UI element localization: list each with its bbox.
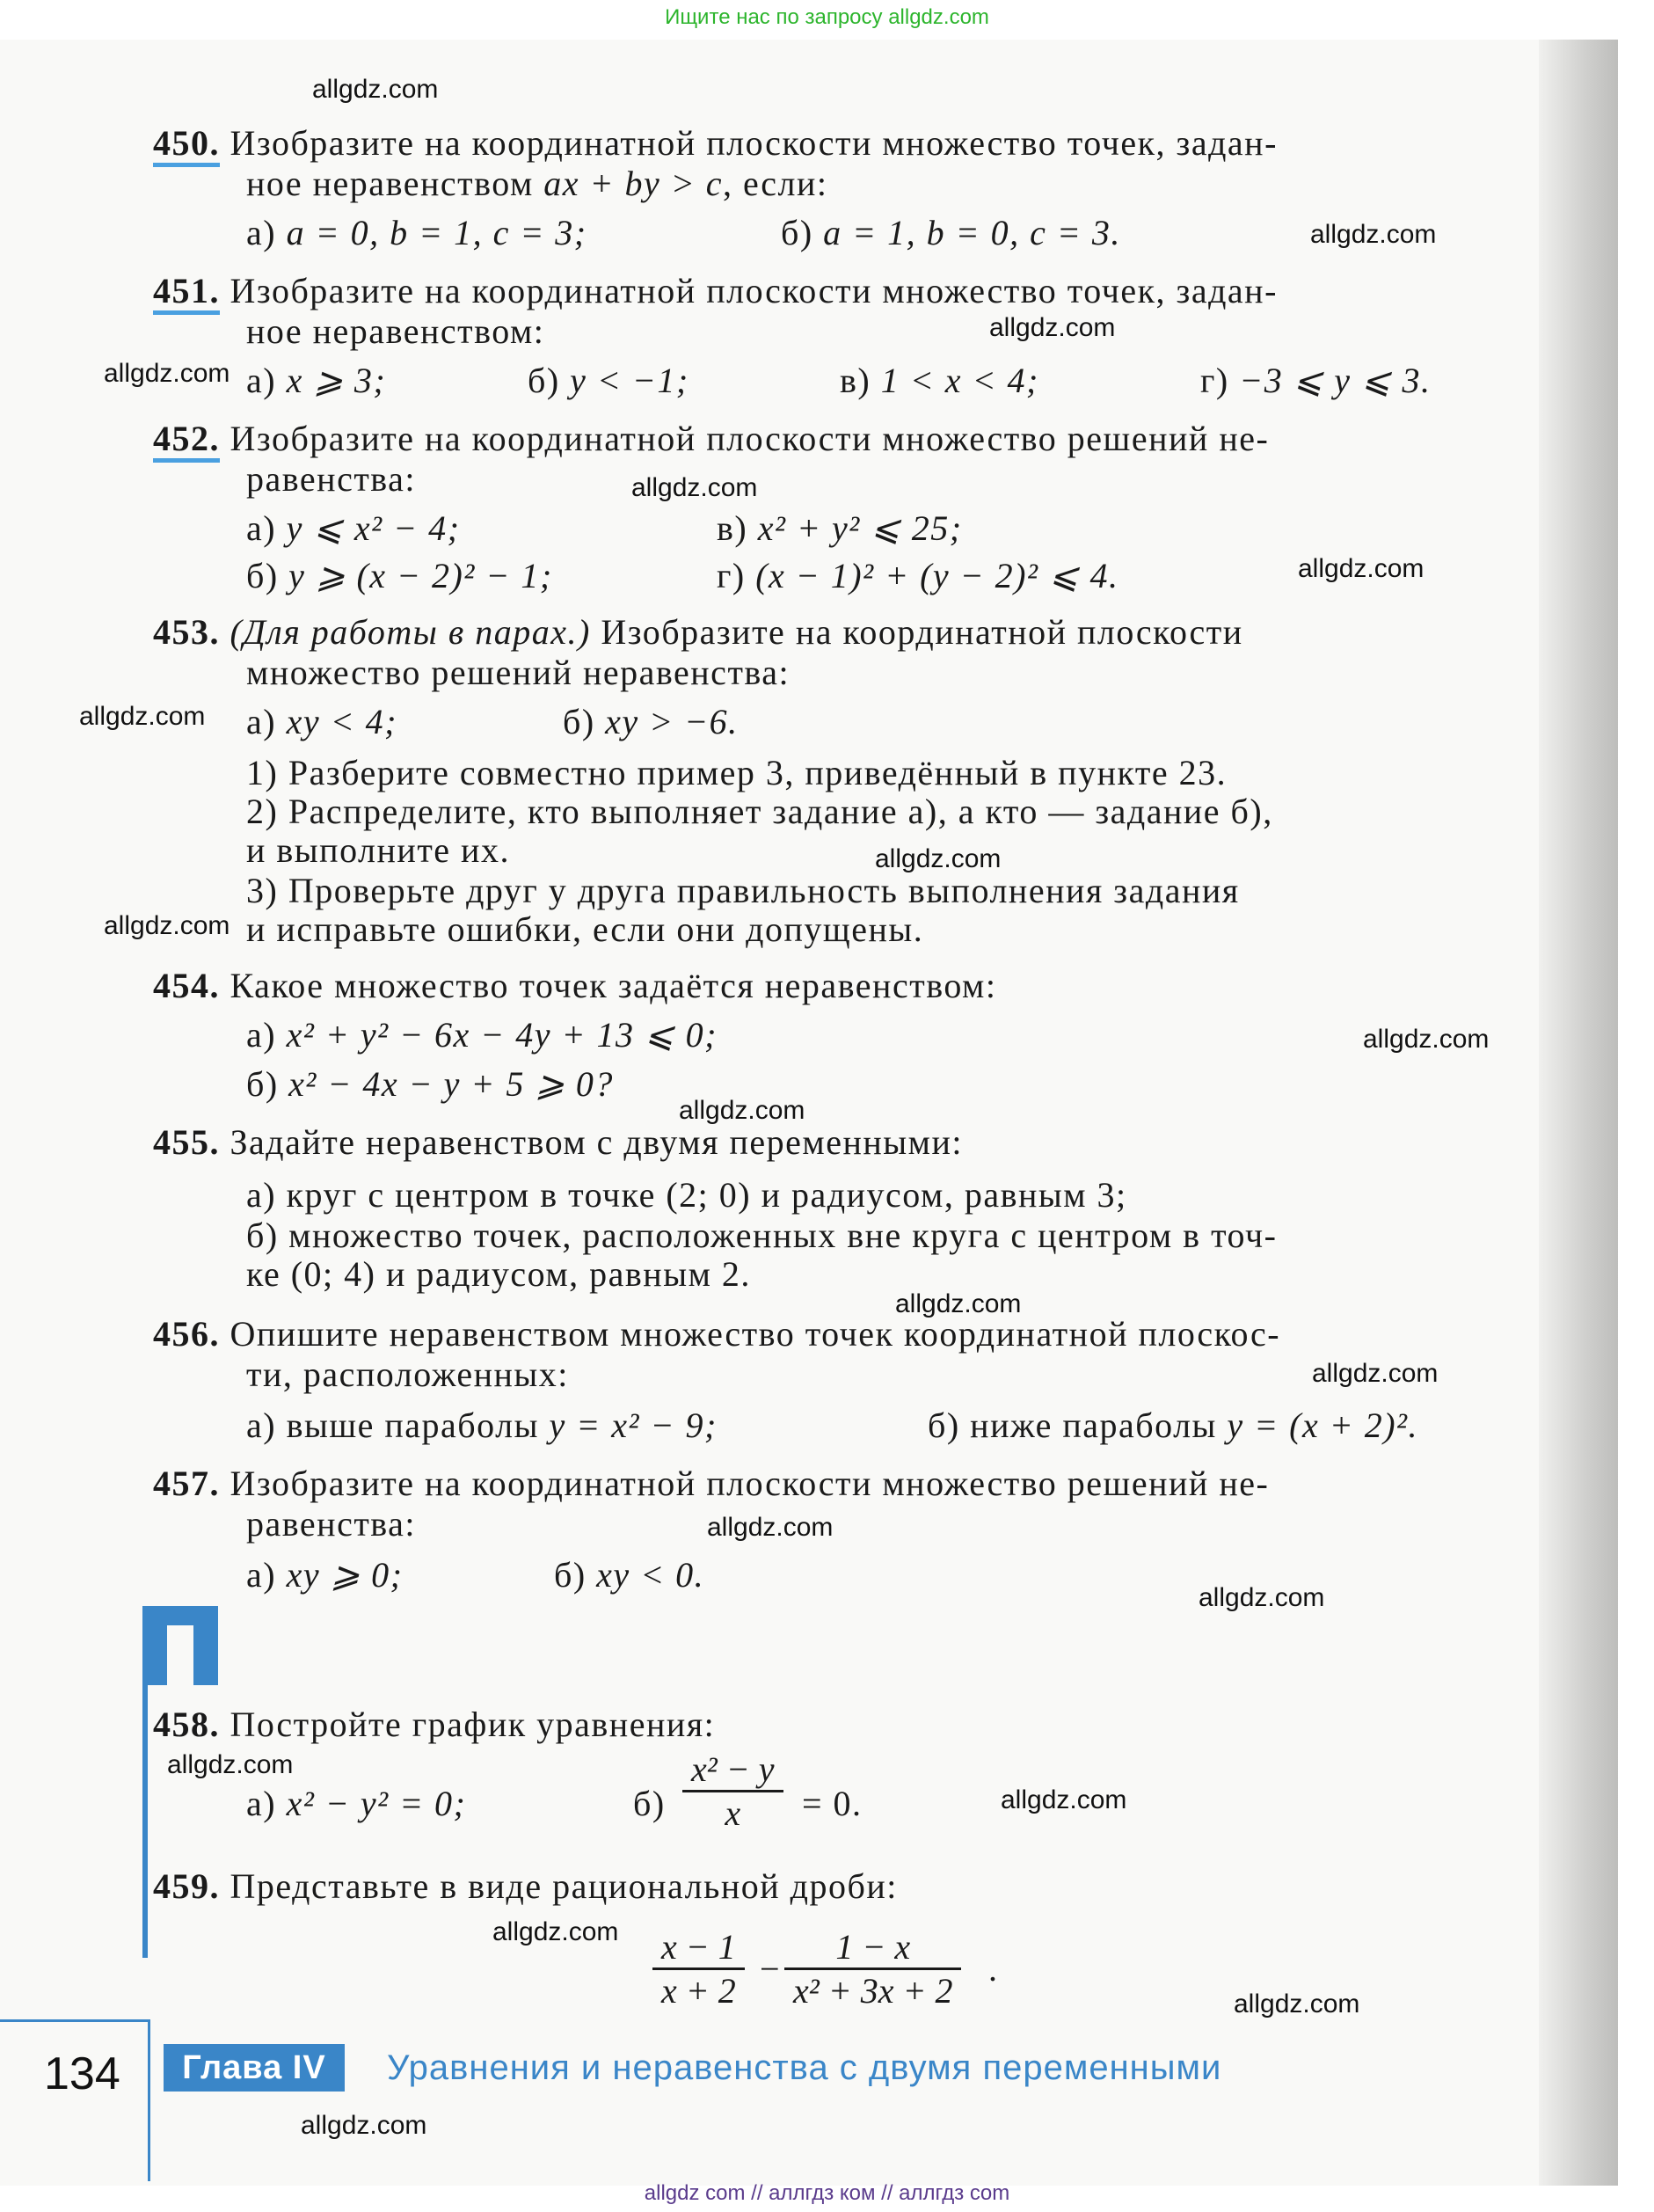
problem-451-option-a [246,361,386,401]
problem-451-option-d [1200,361,1432,401]
option-label: а) [246,1555,287,1595]
problem-456-option-b [928,1405,1418,1446]
fraction-numerator: x² − y [691,1749,775,1789]
problem-457-option-b [554,1555,704,1595]
watermark: allgdz.com [875,844,1002,873]
option-label: б) [554,1555,597,1595]
option-label: в) [717,508,758,548]
option-label: б) [246,1064,289,1104]
math-expression: xy < 0. [596,1555,705,1595]
option-label: б) [781,213,824,252]
math-expression: 1 < x < 4; [880,361,1039,400]
problem-454-option-a [246,1015,718,1055]
fraction-numerator: x − 1 [661,1927,736,1967]
problem-text: ное неравенством [246,164,544,203]
problem-text: Изобразите на координатной плоскости множество решений не- [230,1464,1270,1503]
problem-453-line1 [153,612,1243,653]
problem-456-line1 [153,1314,1280,1354]
problem-458-option-b-label: б) [633,1784,666,1823]
problem-text: Изобразите на координатной плоскости множество точек, задан- [230,271,1278,310]
problem-number: 451. [153,271,220,315]
fraction-1 [652,1926,745,2011]
math-expression: x² + y² ⩽ 25; [757,508,963,548]
problem-455-option-b-cont: ке (0; 4) и радиусом, равным 2. [246,1254,751,1294]
problem-457-line1 [153,1464,1269,1504]
watermark: allgdz.com [492,1917,619,1946]
problem-451-line1 [153,271,1278,311]
problem-number: 458. [153,1705,220,1744]
problem-452-line1 [153,419,1269,459]
watermark: allgdz.com [104,359,230,388]
fraction-numerator: 1 − x [835,1927,911,1967]
period: . [988,1949,999,1989]
fraction-2 [784,1926,961,2011]
math-expression: y = (x + 2)². [1227,1405,1419,1445]
watermark: allgdz.com [301,2111,427,2140]
problem-458-option-a [246,1784,466,1824]
footer-frame-side [148,2019,150,2181]
problem-453-option-a [246,702,397,742]
section-marker-notch [167,1625,193,1685]
math-expression: xy ⩾ 0; [286,1555,404,1595]
problem-452-option-b [246,556,553,596]
math-expression: a = 0, b = 1, c = 3; [286,213,587,252]
option-label: в) [840,361,881,400]
problem-number: 454. [153,966,220,1005]
problem-452-option-d [717,556,1119,596]
option-label: а) выше параболы [246,1405,550,1445]
option-label: а) [246,702,287,741]
watermark: allgdz.com [79,702,206,731]
math-expression: a = 1, b = 0, c = 3. [823,213,1121,252]
problem-450-line2 [246,164,828,204]
option-label: а) [246,1015,287,1055]
problem-text: Опишите неравенством множество точек координатной плоскос- [230,1314,1281,1354]
section-marker-block [142,1606,218,1685]
problem-451-option-c [840,361,1039,401]
chapter-label: Глава IV [164,2044,345,2092]
watermark: allgdz.com [707,1513,834,1542]
watermark: allgdz.com [1312,1359,1439,1388]
problem-451-line2: ное неравенством: [246,311,545,351]
problem-455-option-b: б) множество точек, расположенных вне круга с центром в точ- [246,1216,1278,1255]
math-expression: x² − y² = 0; [286,1784,467,1823]
problem-458-option-b-tail: = 0. [802,1784,863,1823]
watermark: allgdz.com [1310,220,1437,249]
problem-455-option-a: а) круг с центром в точке (2; 0) и радиусом, равным 3; [246,1175,1127,1215]
problem-453-line2: множество решений неравенства: [246,653,791,692]
watermark: allgdz.com [631,473,758,502]
page-number: 134 [44,2048,120,2099]
watermark: allgdz.com [1199,1583,1325,1612]
problem-number: 459. [153,1866,220,1906]
fraction-denominator: x + 2 [652,1967,745,2011]
watermark: allgdz.com [1363,1025,1490,1054]
problem-452-line2: равенства: [246,459,417,499]
problem-453-step3: 3) Проверьте друг у друга правильность выполнения задания [246,871,1240,910]
problem-number: 453. [153,612,220,652]
math-expression: y ⩾ (x − 2)² − 1; [288,556,553,595]
problem-453-step3-cont: и исправьте ошибки, если они допущены. [246,909,924,949]
side-rule [142,1685,148,1958]
problem-number: 457. [153,1464,220,1503]
problem-text: Представьте в виде рациональной дроби: [230,1866,898,1906]
problem-450-option-a [246,213,587,253]
problem-455-line1 [153,1122,963,1163]
problem-456-line2: ти, расположенных: [246,1354,569,1394]
math-expression: xy > −6. [605,702,739,741]
option-label: б) ниже параболы [928,1405,1228,1445]
problem-text-italic: (Для работы в парах.) [230,612,591,652]
problem-number: 456. [153,1314,220,1354]
watermark: allgdz.com [312,75,439,104]
chapter-title: Уравнения и неравенства с двумя переменными [387,2048,1222,2087]
problem-text: Изобразите на координатной плоскости множество точек, задан- [230,123,1278,163]
footer-frame-top [0,2019,149,2022]
problem-text: Постройте график уравнения: [230,1705,716,1744]
problem-453-step2: 2) Распределите, кто выполняет задание а), а кто — задание б), [246,792,1273,831]
math-expression: ax + by > c [543,164,724,203]
problem-456-option-a [246,1405,718,1446]
math-expression: xy < 4; [286,702,397,741]
watermark: allgdz.com [1001,1785,1127,1814]
watermark: allgdz.com [1234,1989,1360,2019]
option-label: б) [528,361,571,400]
option-label: а) [246,1784,287,1823]
problem-453-option-b [563,702,739,742]
header-note[interactable]: Ищите нас по запросу allgdz.com [665,5,989,29]
math-expression: x² + y² − 6x − 4y + 13 ⩽ 0; [286,1015,718,1055]
problem-text: Изобразите на координатной плоскости множество решений не- [230,419,1270,458]
fraction [682,1748,783,1834]
problem-451-option-b [528,361,689,401]
option-label: г) [1200,361,1240,400]
minus-sign: − [760,1949,782,1989]
watermark: allgdz.com [895,1289,1022,1318]
problem-454-option-b [246,1064,614,1105]
problem-457-option-a [246,1555,403,1595]
watermark: allgdz.com [1298,554,1424,583]
problem-number: 450. [153,123,220,167]
problem-450-option-b [781,213,1121,253]
math-expression: (x − 1)² + (y − 2)² ⩽ 4. [755,556,1119,595]
option-label: г) [717,556,756,595]
math-expression: y = x² − 9; [549,1405,718,1445]
fraction-denominator: x² + 3x + 2 [784,1967,961,2011]
math-expression: x ⩾ 3; [286,361,387,400]
watermark: allgdz.com [679,1096,805,1125]
watermark: allgdz.com [104,911,230,940]
problem-457-line2: равенства: [246,1504,417,1544]
problem-text: Какое множество точек задаётся неравенством: [230,966,997,1005]
math-expression: y ⩽ x² − 4; [286,508,461,548]
problem-text: Изобразите на координатной плоскости [590,612,1243,652]
footer-note[interactable]: allgdz com // аллгдз ком // аллгдз com [644,2181,1010,2205]
problem-text: , если: [723,164,828,203]
problem-459-line1 [153,1866,898,1907]
problem-453-step1: 1) Разберите совместно пример 3, приведённый в пункте 23. [246,753,1228,792]
math-expression: −3 ⩽ y ⩽ 3. [1239,361,1432,400]
book-spine-shadow [1539,40,1618,2186]
problem-452-option-a [246,508,460,549]
problem-text: Задайте неравенством с двумя переменными: [230,1122,963,1162]
problem-number: 455. [153,1122,220,1162]
option-label: а) [246,508,287,548]
problem-453-step2-cont: и выполните их. [246,830,510,870]
problem-450-line1 [153,123,1278,164]
watermark: allgdz.com [167,1750,294,1779]
math-expression: x² − 4x − y + 5 ⩾ 0? [288,1064,614,1104]
problem-number: 452. [153,419,220,463]
option-label: б) [246,556,289,595]
math-expression: y < −1; [570,361,689,400]
option-label: а) [246,361,287,400]
option-label: б) [563,702,606,741]
option-label: а) [246,213,287,252]
problem-452-option-c [717,508,963,549]
fraction-denominator: x [682,1790,783,1834]
problem-454-line1 [153,966,996,1006]
problem-458-line1 [153,1705,715,1745]
watermark: allgdz.com [989,313,1116,342]
